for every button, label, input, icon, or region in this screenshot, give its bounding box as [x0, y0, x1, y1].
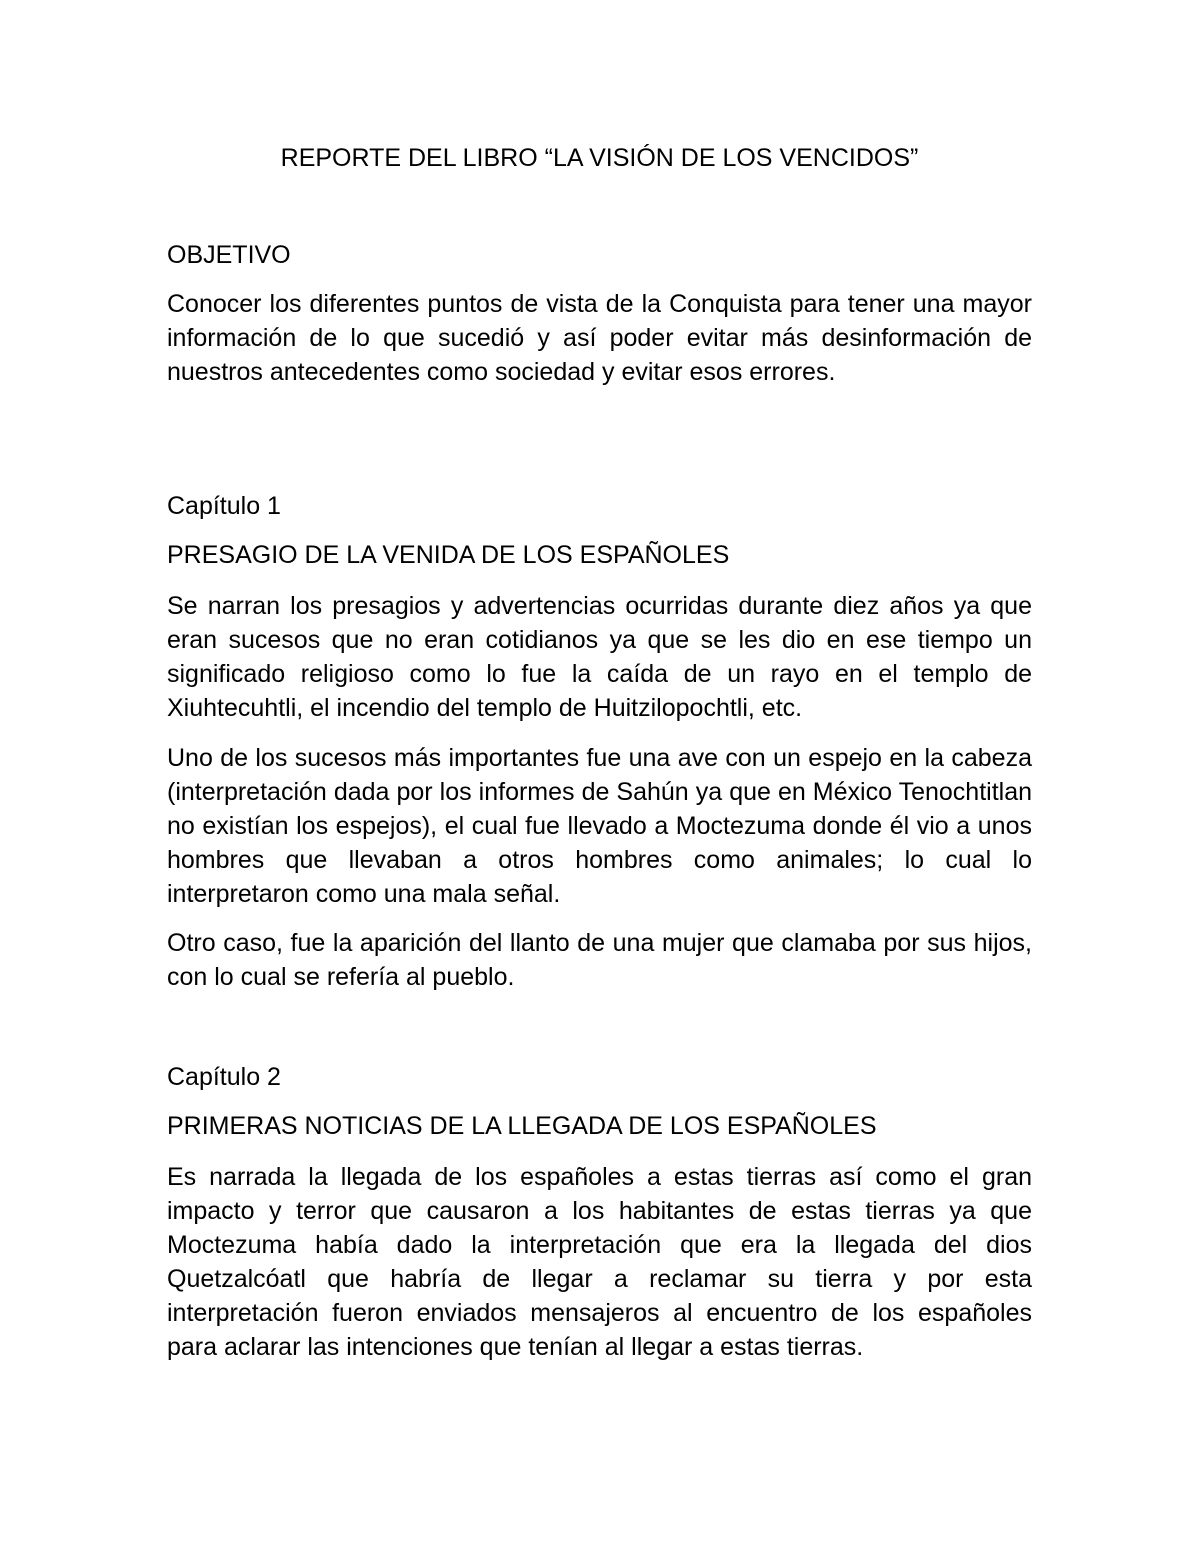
chapter-1-label: Capítulo 1	[167, 492, 281, 520]
chapter-1-paragraph-3: Otro caso, fue la aparición del llanto de una mujer que clamaba por sus hijos, con lo cual se refería al pueblo.	[167, 929, 1032, 991]
chapter-2-label: Capítulo 2	[167, 1063, 281, 1091]
chapter-1-paragraph-2: Uno de los sucesos más importantes fue una ave con un espejo en la cabeza (interpretación dada por los informes de Sahún ya que en México Tenochtitlan no existían los espejos), el cual fue llevado a Moctezuma donde él vio a unos hombres que llevaban a otros hombres como animales; lo cual lo interpretaron como una mala señal.	[167, 744, 1032, 908]
chapter-2-heading: PRIMERAS NOTICIAS DE LA LLEGADA DE LOS ESPAÑOLES	[167, 1112, 877, 1140]
document-title: REPORTE DEL LIBRO “LA VISIÓN DE LOS VENCIDOS”	[280, 144, 919, 172]
chapter-2-paragraph-1: Es narrada la llegada de los españoles a estas tierras así como el gran impacto y terror que causaron a los habitantes de estas tierras ya que Moctezuma había dado la interpretación que era la llegada del dios Quetzalcóatl que habría de llegar a reclamar su tierra y por esta interpretación fueron enviados mensajeros al encuentro de los españoles para aclarar las intenciones que tenían al llegar a estas tierras.	[167, 1163, 1032, 1361]
document-page	[167, 0, 1032, 1553]
objective-paragraph: Conocer los diferentes puntos de vista de la Conquista para tener una mayor información de lo que sucedió y así poder evitar más desinformación de nuestros antecedentes como sociedad y evitar esos errores.	[167, 290, 1032, 386]
chapter-1-paragraph-1: Se narran los presagios y advertencias ocurridas durante diez años ya que eran sucesos que no eran cotidianos ya que se les dio en ese tiempo un significado religioso como lo fue la caída de un rayo en el templo de Xiuhtecuhtli, el incendio del templo de Huitzilopochtli, etc.	[167, 592, 1032, 722]
objective-heading: OBJETIVO	[167, 241, 291, 269]
chapter-1-heading: PRESAGIO DE LA VENIDA DE LOS ESPAÑOLES	[167, 541, 730, 569]
